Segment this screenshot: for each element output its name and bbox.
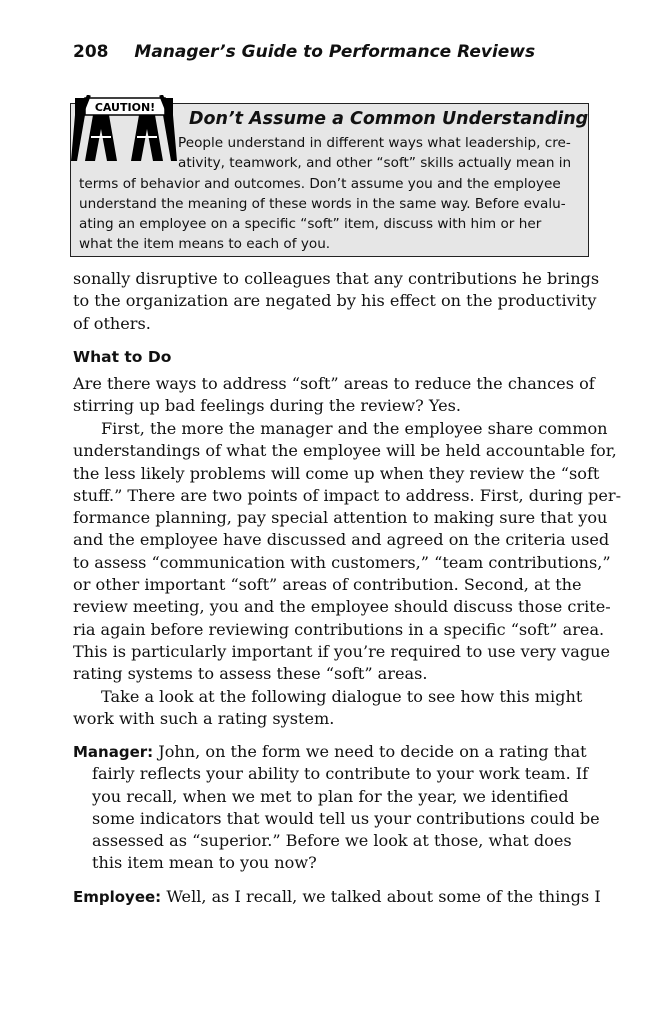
paragraph-3 bbox=[73, 686, 587, 731]
section-heading: What to Do bbox=[73, 348, 172, 366]
caution-text bbox=[79, 133, 582, 255]
book-title: Manager’s Guide to Performance Reviews bbox=[134, 42, 536, 62]
text-line: some indicators that would tell us your contributions could be bbox=[92, 808, 600, 828]
caution-line: what the item means to each of you. bbox=[79, 236, 331, 253]
text-line: fairly reflects your ability to contribute to your work team. If bbox=[92, 764, 589, 784]
text-line: sonally disruptive to colleagues that any contributions he brings bbox=[73, 269, 600, 288]
text-line: and the employee have discussed and agreed on the criteria used bbox=[73, 530, 610, 550]
running-header bbox=[73, 42, 535, 62]
paragraph-2 bbox=[73, 418, 622, 686]
caution-line: People understand in different ways what leadership, cre- bbox=[178, 135, 571, 151]
text-line: ria again before reviewing contributions in a specific “soft” area. bbox=[73, 619, 605, 639]
caution-sidebar bbox=[70, 103, 589, 257]
text-line: stirring up bad feelings during the review? Yes. bbox=[73, 396, 462, 416]
text-line: this item mean to you now? bbox=[92, 853, 317, 873]
text-line: Well, as I recall, we talked about some of the things I bbox=[166, 887, 601, 906]
text-line: assessed as “superior.” Before we look at those, what does bbox=[92, 831, 572, 851]
caution-line: terms of behavior and outcomes. Don’t assume you and the employee bbox=[79, 175, 561, 192]
text-line: understandings of what the employee will be held accountable for, bbox=[73, 441, 617, 461]
caution-title: Don’t Assume a Common Understanding bbox=[189, 109, 589, 129]
paragraph-1 bbox=[73, 373, 595, 418]
text-line: Are there ways to address “soft” areas to reduce the chances of bbox=[73, 374, 595, 393]
text-line: of others. bbox=[73, 313, 151, 333]
dialogue-manager bbox=[73, 741, 600, 875]
text-line: or other important “soft” areas of contribution. Second, at the bbox=[73, 575, 582, 595]
text-line: Take a look at the following dialogue to see how this might bbox=[101, 687, 583, 706]
text-line: work with such a rating system. bbox=[73, 709, 335, 729]
text-line: rating systems to assess these “soft” areas. bbox=[73, 664, 428, 684]
caution-line: ativity, teamwork, and other “soft” skills actually mean in bbox=[178, 155, 572, 172]
caution-icon-label: CAUTION! bbox=[94, 101, 156, 114]
text-line: stuff.” There are two points of impact to address. First, during per- bbox=[73, 485, 622, 505]
text-line: This is particularly important if you’re required to use very vague bbox=[73, 641, 611, 661]
text-line: to assess “communication with customers,” “team contributions,” bbox=[73, 552, 611, 572]
text-line: to the organization are negated by his effect on the productivity bbox=[73, 291, 597, 311]
text-line: the less likely problems will come up when they review the “soft bbox=[73, 463, 600, 483]
caution-line: ating an employee on a specific “soft” item, discuss with him or her bbox=[79, 216, 542, 233]
dialogue-employee bbox=[73, 886, 601, 908]
intro-paragraph bbox=[73, 268, 600, 335]
speaker-employee: Employee: bbox=[73, 888, 162, 906]
text-line: you recall, when we met to plan for the year, we identified bbox=[92, 786, 569, 806]
text-line: John, on the form we need to decide on a rating that bbox=[158, 742, 587, 761]
text-line: First, the more the manager and the employee share common bbox=[101, 419, 608, 438]
page-number: 208 bbox=[73, 42, 109, 62]
text-line: review meeting, you and the employee should discuss those crite- bbox=[73, 597, 611, 617]
text-line: formance planning, pay special attention to making sure that you bbox=[73, 508, 608, 528]
caution-line: understand the meaning of these words in the same way. Before evalu- bbox=[79, 195, 566, 212]
speaker-manager: Manager: bbox=[73, 743, 154, 761]
